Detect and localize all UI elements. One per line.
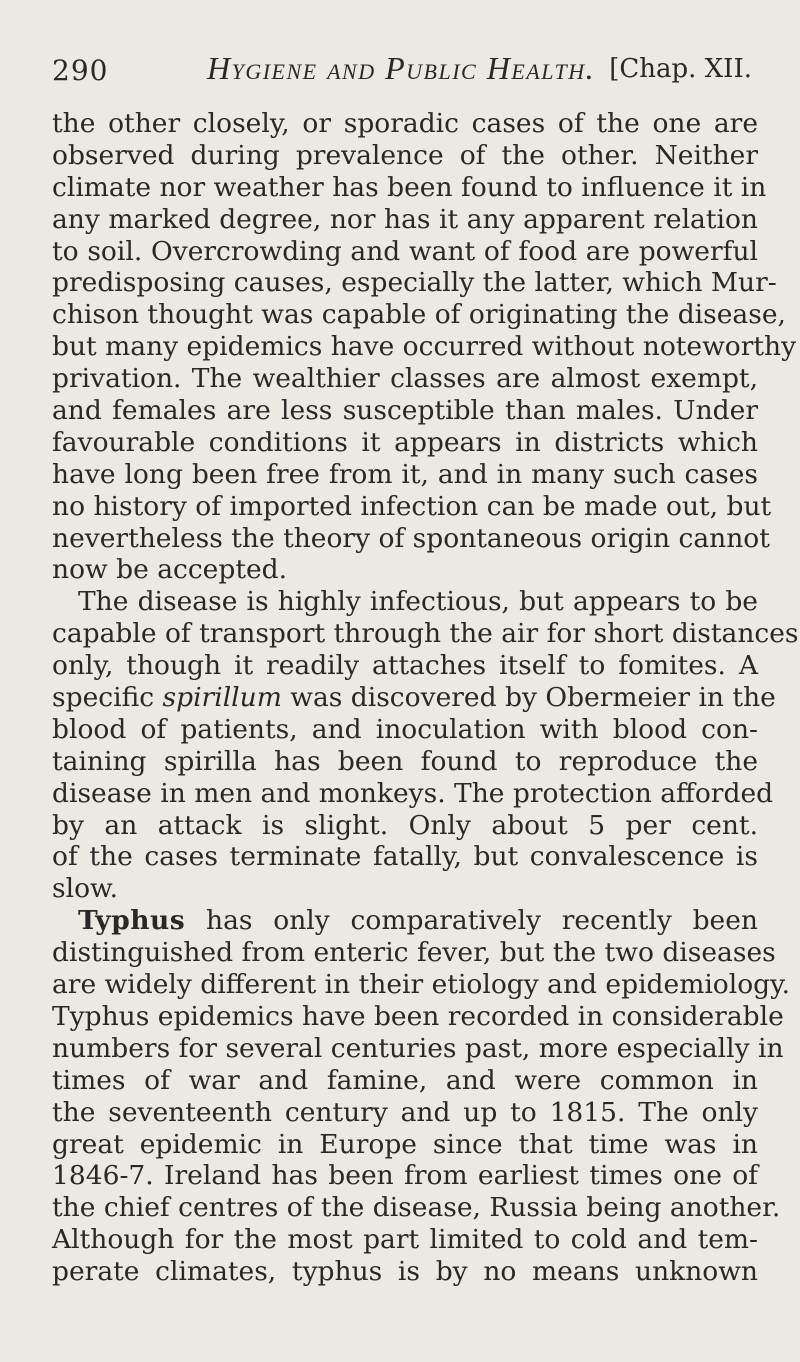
text-line (52, 554, 758, 586)
text-line (52, 522, 770, 555)
line-text: The disease is highly infectious, but appears to be (78, 586, 758, 618)
run-in-heading: Typhus (78, 905, 186, 937)
text-line (52, 841, 758, 873)
line-text: capable of transport through the air for short distances (52, 618, 799, 650)
text-line (52, 108, 758, 140)
text-line (52, 1224, 758, 1256)
line-text: Typhus epidemics have been recorded in considerable (52, 1000, 784, 1032)
line-text: slow. (52, 873, 118, 905)
line-text: perate climates, typhus is by no means unknown (52, 1256, 758, 1288)
italic-term: spirillum (162, 682, 282, 714)
line-text: nevertheless the theory of spontaneous origin cannot (52, 522, 770, 554)
body-text (52, 108, 799, 1288)
line-text: numbers for several centuries past, more especially in (52, 1032, 784, 1064)
line-text: by an attack is slight. Only about 5 per cent. (52, 809, 758, 841)
line-text: no history of imported infection can be made out, but (52, 490, 772, 522)
line-text: specific (52, 682, 163, 714)
text-line (52, 810, 758, 842)
text-line (52, 746, 758, 778)
line-text: chison thought was capable of originating the disease, (52, 299, 786, 331)
line-text: but many epidemics have occurred without noteworthy (52, 331, 797, 363)
text-line (52, 905, 758, 937)
line-text: of the cases terminate fatally, but convalescence is (52, 841, 758, 873)
text-line (52, 427, 758, 459)
text-line (52, 490, 772, 523)
text-line (52, 1192, 781, 1224)
line-text: privation. The wealthier classes are almost exempt, (52, 363, 758, 395)
line-text: taining spirilla has been found to reproduce the (52, 745, 758, 777)
line-text: are widely different in their etiology and epidemiology. (52, 969, 791, 1001)
text-line (52, 873, 758, 905)
line-text: now be accepted. (52, 554, 288, 586)
text-line (52, 1032, 784, 1065)
text-line (52, 1129, 758, 1161)
text-line (52, 777, 774, 810)
text-line (52, 969, 791, 1001)
line-text: observed during prevalence of the other. Neither (52, 139, 758, 171)
page-number: 290 (52, 54, 109, 87)
text-line (52, 650, 758, 682)
text-line (52, 586, 758, 618)
line-text: predisposing causes, especially the latter, which Mur- (52, 267, 777, 299)
line-text: great epidemic in Europe since that time was in (52, 1128, 758, 1160)
line-text: any marked degree, nor has it any apparent relation (52, 203, 758, 235)
line-text: Although for the most part limited to cold and tem- (52, 1224, 758, 1256)
text-line (52, 299, 786, 331)
line-text: the other closely, or sporadic cases of the one are (52, 108, 758, 139)
text-line (52, 714, 758, 746)
text-line (52, 236, 758, 268)
running-title: Hygiene and Public Health. (207, 50, 596, 86)
text-line (52, 363, 758, 395)
chapter-marker: [Chap. XII. (609, 54, 752, 84)
text-line (52, 1065, 758, 1097)
text-line (52, 267, 777, 299)
text-line (52, 682, 776, 714)
text-line (52, 171, 767, 204)
line-text: only, though it readily attaches itself to fomites. A (52, 650, 758, 682)
text-line (52, 1097, 758, 1129)
text-line (52, 618, 799, 650)
text-line (52, 395, 758, 427)
text-line (52, 204, 758, 236)
line-text: disease in men and monkeys. The protection afforded (52, 777, 774, 809)
line-text: the seventeenth century and up to 1815. The only (52, 1096, 758, 1128)
text-line (52, 1160, 758, 1192)
line-text: distinguished from enteric fever, but the two diseases (52, 937, 776, 969)
text-line (52, 140, 758, 172)
line-text: favourable conditions it appears in districts which (52, 426, 758, 458)
line-text: the chief centres of the disease, Russia being another. (52, 1192, 781, 1224)
line-text: to soil. Overcrowding and want of food are powerful (52, 235, 758, 267)
line-text: have long been free from it, and in many such cases (52, 458, 758, 490)
text-line (52, 331, 797, 363)
line-text: blood of patients, and inoculation with blood con- (52, 713, 758, 745)
line-text: times of war and famine, and were common in (52, 1064, 758, 1096)
text-line (52, 1000, 784, 1033)
page-header (52, 44, 752, 96)
line-text: 1846-7. Ireland has been from earliest times one of (52, 1160, 758, 1192)
text-line (52, 459, 758, 491)
line-text: and females are less susceptible than males. Under (52, 395, 758, 427)
line-text: was discovered by Obermeier in the (281, 682, 776, 714)
text-line (52, 937, 776, 969)
text-line (52, 1256, 758, 1288)
line-text: has only comparatively recently been (185, 905, 758, 937)
line-text: climate nor weather has been found to influence it in (52, 171, 767, 203)
